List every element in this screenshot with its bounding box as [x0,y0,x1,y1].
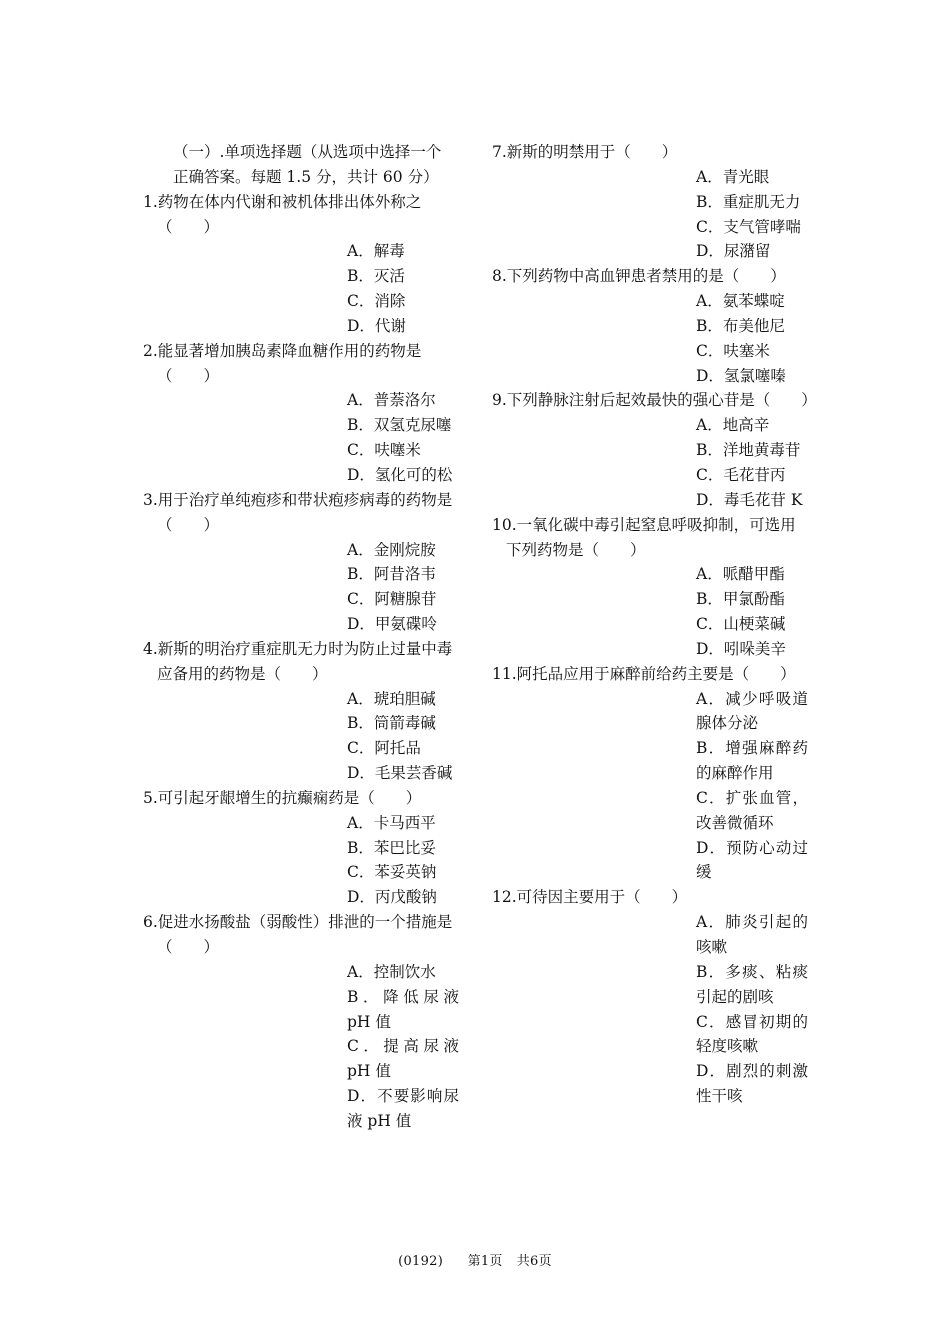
answer-option-text: D．氢氯噻嗪 [696,366,786,385]
question-stem: 1.药物在体内代谢和被机体排出体外称之（ ） [143,192,422,236]
answer-option-text: C．提高尿液 pH 值 [347,1037,459,1081]
answer-option [492,562,810,587]
answer-option-text: D．丙戊酸钠 [347,888,437,907]
option-list [143,239,461,338]
option-list [492,687,810,886]
answer-option-text: D．吲哚美辛 [696,639,786,658]
answer-option [492,339,810,364]
question-item [143,339,461,488]
answer-option-text: C．呋塞米 [696,341,770,360]
answer-option [492,364,810,389]
answer-option [143,860,461,885]
answer-option [143,538,461,563]
answer-option [143,811,461,836]
answer-option [492,165,810,190]
answer-option-text: B．多痰、粘痰引起的剧咳 [696,962,808,1006]
answer-option-text: D．氢化可的松 [347,465,453,484]
section-title [143,140,461,190]
question-item [492,140,810,264]
answer-option-text: D．毛果芸香碱 [347,764,453,783]
answer-option-text: A．琥珀胆碱 [347,689,436,708]
answer-option [492,190,810,215]
answer-option-text: B．灭活 [347,267,405,286]
answer-option-text: A．解毒 [347,242,405,261]
answer-option-text: A．青光眼 [696,167,770,186]
option-list [143,687,461,786]
question-stem: 2.能显著增加胰岛素降血糖作用的药物是（ ） [143,341,422,385]
answer-option-text: C．支气管哮喘 [696,217,801,236]
answer-option [143,413,461,438]
answer-option-text: A．卡马西平 [347,813,436,832]
option-list [492,413,810,512]
answer-option-text: C．山梗菜碱 [696,615,786,634]
question-item [492,662,810,886]
answer-option [492,1010,810,1060]
answer-option [143,438,461,463]
right-question-list [492,140,817,1109]
answer-option [143,836,461,861]
answer-option-text: B．阿昔洛韦 [347,565,436,584]
answer-option [492,289,810,314]
answer-option-text: A．金刚烷胺 [347,540,436,559]
answer-option [492,314,810,339]
answer-option [492,687,810,737]
question-item [492,885,810,1109]
answer-option-text: A．肺炎引起的咳嗽 [696,913,808,956]
answer-option-text: B．洋地黄毒苷 [696,441,801,460]
answer-option [492,786,810,836]
answer-option-text: A．减少呼吸道腺体分泌 [696,689,808,733]
answer-option [143,388,461,413]
answer-option-text: B．甲氯酚酯 [696,590,785,609]
question-stem: 9.下列静脉注射后起效最快的强心苷是（ ） [492,391,817,410]
answer-option [492,438,810,463]
question-item [492,513,810,662]
answer-option [492,488,810,513]
answer-option-text: B．筒箭毒碱 [347,714,436,733]
question-stem: 4.新斯的明治疗重症肌无力时为防止过量中毒应备用的药物是（ ） [143,639,453,683]
answer-option [143,711,461,736]
question-item [143,190,461,339]
question-stem: 8.下列药物中高血钾患者禁用的是（ ） [492,267,786,286]
answer-option [143,761,461,786]
answer-option-text: C．阿糖腺苷 [347,590,437,609]
answer-option-text: D．预防心动过缓 [696,838,808,882]
answer-option [143,587,461,612]
page-total: 共6页 [516,1254,552,1269]
answer-option-text: C．阿托品 [347,739,421,758]
answer-option [143,289,461,314]
answer-option-text: C．感冒初期的轻度咳嗽 [696,1012,808,1056]
answer-option [143,960,461,985]
answer-option-text: D．甲氨碟呤 [347,615,437,634]
answer-option-text: C．苯妥英钠 [347,863,437,882]
answer-option [143,612,461,637]
question-stem: 3.用于治疗单纯疱疹和带状疱疹病毒的药物是（ ） [143,490,453,534]
question-stem: 12.可待因主要用于（ ） [492,888,688,907]
option-list [492,562,810,661]
answer-option [492,1059,810,1109]
answer-option-text: B．双氢克尿噻 [347,416,452,435]
answer-option-text: A．地高辛 [696,416,770,435]
section-title-line-1: （一）.单项选择题（从选项中选择一个 [173,143,442,161]
right-column [492,140,817,1109]
answer-option-text: A．哌醋甲酯 [696,565,785,584]
question-stem: 5.可引起牙龈增生的抗癫痫药是（ ） [143,788,422,807]
answer-option-text: C．扩张血管，改善微循环 [696,788,808,832]
answer-option [492,836,810,886]
answer-option [143,1034,461,1084]
option-list [492,289,810,388]
answer-option [492,413,810,438]
option-list [143,388,461,487]
question-stem: 7.新斯的明禁用于（ ） [492,143,678,161]
answer-option-text: C．消除 [347,292,406,311]
option-list [492,165,810,264]
question-stem: 11.阿托品应用于麻醉前给药主要是（ ） [492,664,796,683]
left-column [143,140,461,1134]
answer-option [492,910,810,960]
exam-code: (0192) [398,1254,444,1269]
answer-option [143,736,461,761]
question-item [143,786,461,910]
question-item [143,637,461,786]
answer-option [143,1084,461,1134]
left-question-list [143,190,461,1134]
question-item [492,264,810,388]
answer-option-text: B．布美他尼 [696,316,785,335]
answer-option-text: A．氨苯蝶啶 [696,292,785,311]
answer-option [492,637,810,662]
answer-option [143,264,461,289]
answer-option [143,463,461,488]
answer-option [492,587,810,612]
section-title-line-2: 正确答案。每题 1.5 分，共计 60 分） [173,167,439,186]
answer-option-text: B．增强麻醉药的麻醉作用 [696,739,808,783]
option-list [143,538,461,637]
answer-option [143,985,461,1035]
option-list [143,960,461,1134]
answer-option [492,612,810,637]
question-item [143,488,461,637]
page-number: 第1页 [467,1254,503,1269]
answer-option-text: D．毒毛花苷 K [696,490,803,509]
answer-option-text: B．重症肌无力 [696,192,801,211]
answer-option-text: D．不要影响尿液 pH 值 [347,1087,459,1130]
question-stem: 10.一氧化碳中毒引起窒息呼吸抑制，可选用下列药物是（ ） [492,515,796,559]
answer-option [492,736,810,786]
question-stem: 6.促进水扬酸盐（弱酸性）排泄的一个措施是（ ） [143,913,453,956]
answer-option [492,463,810,488]
option-list [143,811,461,910]
option-list [492,910,810,1109]
answer-option-text: D．剧烈的刺激性干咳 [696,1062,808,1106]
answer-option-text: A．普萘洛尔 [347,391,436,410]
answer-option [492,960,810,1010]
answer-option [143,239,461,264]
answer-option [143,314,461,339]
answer-option [143,687,461,712]
answer-option-text: C．毛花苷丙 [696,465,786,484]
page-footer [0,1250,950,1269]
answer-option-text: C．呋噻米 [347,441,421,460]
question-item [492,388,817,512]
answer-option [143,562,461,587]
answer-option [492,239,810,264]
answer-option-text: D．代谢 [347,316,406,335]
answer-option-text: A．控制饮水 [347,962,436,981]
question-item [143,910,461,1134]
answer-option-text: D．尿潴留 [696,242,771,261]
answer-option [143,885,461,910]
answer-option-text: B．苯巴比妥 [347,838,436,857]
answer-option-text: B．降低尿液 pH 值 [347,987,459,1031]
answer-option [492,215,810,240]
